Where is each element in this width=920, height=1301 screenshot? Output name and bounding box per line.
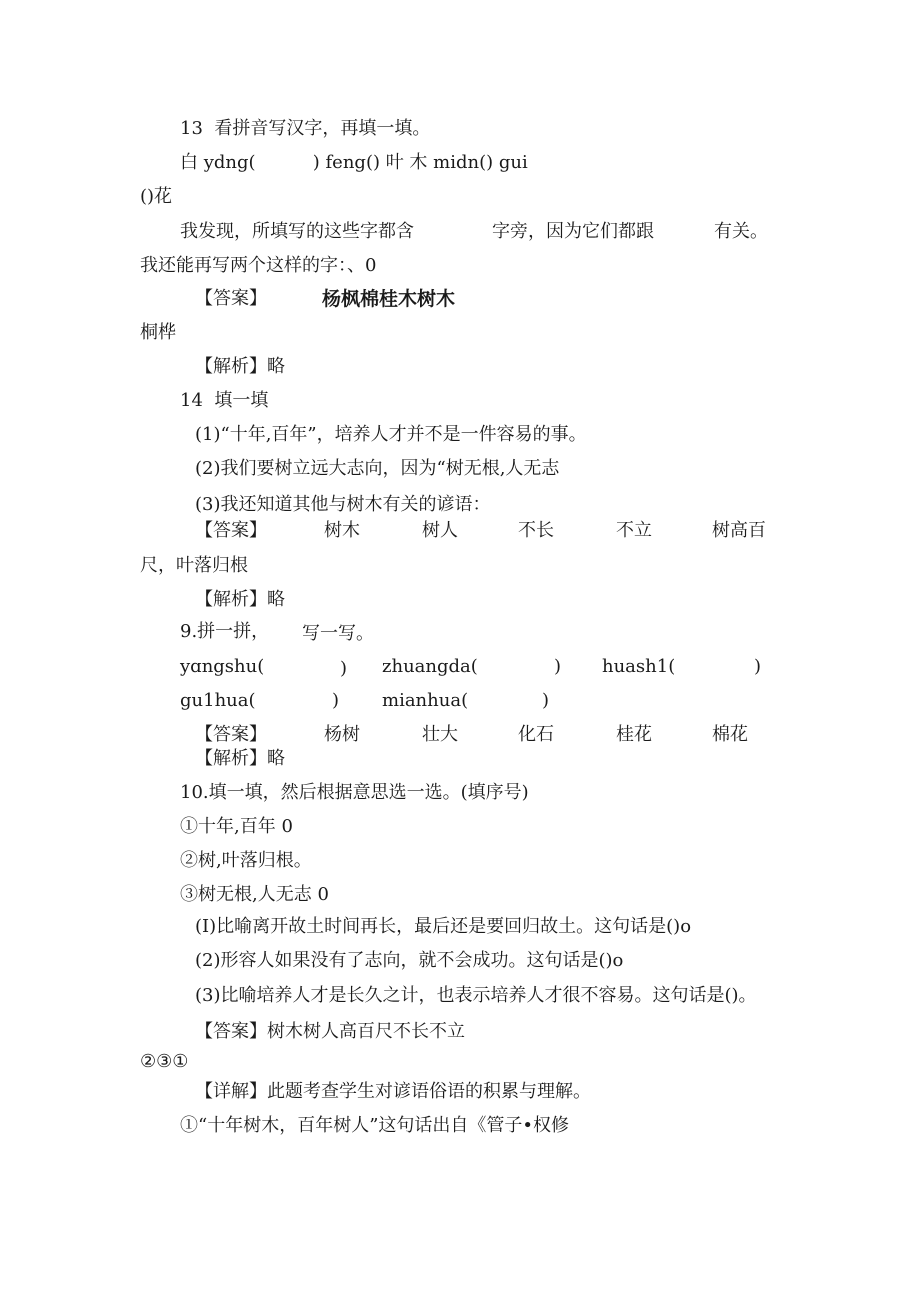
q9-answer-2: 壮大 (422, 724, 458, 745)
q14-item3: (3)我还知道其他与树木有关的谚语： (195, 494, 491, 515)
q9-answer-label: 【答案】 (195, 724, 267, 745)
q14-title: 14 填一填 (180, 390, 269, 411)
q13-answer-text: 杨枫棉桂木树木 (322, 288, 456, 310)
q9-answer-1: 杨树 (324, 724, 360, 745)
q9-answer-4: 桂花 (616, 724, 652, 745)
q13-discover-a: 我发现，所填写的这些字都含 (180, 221, 414, 242)
q13-pinyin-line2: ()花 (140, 186, 173, 207)
q14-answer-1: 树木 (324, 520, 360, 541)
q13-extra: 我还能再写两个这样的字：、0 (140, 255, 377, 276)
q13-discover-b: 字旁，因为它们都跟 (492, 221, 654, 242)
q9-title-b: 写一写。 (302, 623, 374, 644)
q9-pinyin-mianhua: mianhua( (382, 690, 469, 711)
q14-analysis: 【解析】略 (195, 589, 285, 610)
q10-sub-1: (I)比喻离开故土时间再长，最后还是要回归故土。这句话是()o (195, 916, 692, 937)
q13-answer-cont: 桐桦 (140, 322, 176, 343)
q14-answer-5: 树高百 (712, 520, 766, 541)
q10-answer: 【答案】树木树人高百尺不长不立 (195, 1021, 465, 1042)
q9-title: 9.拼一拼， (180, 621, 270, 642)
q10-option-1: ①十年,百年 0 (180, 816, 293, 837)
q9-pinyin-huashi: huash1( (602, 656, 676, 677)
q9-pinyin-zhuangda: zhuangda( (382, 656, 478, 677)
q9-answer-3: 化石 (518, 724, 554, 745)
q14-item2: (2)我们要树立远大志向，因为“树无根,人无志 (195, 458, 560, 479)
q14-answer-2: 树人 (422, 520, 458, 541)
q14-item1: (1)“十年,百年”，培养人才并不是一件容易的事。 (195, 424, 587, 445)
q13-title: 13 看拼音写汉字，再填一填。 (180, 118, 431, 139)
q9-analysis: 【解析】略 (195, 748, 285, 769)
q10-sub-3: (3)比喻培养人才是长久之计，也表示培养人才很不容易。这句话是()。 (195, 985, 757, 1006)
q10-sub-2: (2)形容人如果没有了志向，就不会成功。这句话是()o (195, 950, 624, 971)
q14-answer-label: 【答案】 (195, 520, 267, 541)
q13-answer-label: 【答案】 (195, 288, 267, 309)
q9-paren-close-2: ) (554, 656, 562, 677)
q10-detail: 【详解】此题考查学生对谚语俗语的积累与理解。 (195, 1081, 591, 1102)
q14-answer-cont: 尺，叶落归根 (140, 555, 248, 576)
q9-paren-close-4: ) (332, 690, 340, 711)
q10-option-2: ②树,叶落归根。 (180, 850, 312, 871)
q13-analysis: 【解析】略 (195, 356, 285, 377)
q14-answer-4: 不立 (616, 520, 652, 541)
q9-paren-close-1: ) (340, 658, 348, 679)
q10-title: 10.填一填，然后根据意思选一选。(填序号) (180, 782, 529, 803)
q13-pinyin-line: 白 ydng( ) feng() 叶 木 midn() gui (180, 152, 528, 173)
q9-pinyin-yangshu: yɑngshu( (180, 656, 265, 677)
q9-answer-5: 棉花 (712, 724, 748, 745)
q10-option-3: ③树无根,人无志 0 (180, 884, 329, 905)
q9-pinyin-guihua: gu1hua( (180, 690, 256, 711)
q10-answer-cont: ②③① (140, 1051, 189, 1072)
q10-detail-2: ①“十年树木，百年树人”这句话出自《管子•权修 (180, 1115, 570, 1136)
q14-answer-3: 不长 (518, 520, 554, 541)
q9-paren-close-3: ) (754, 656, 762, 677)
q9-paren-close-5: ) (542, 690, 550, 711)
q13-discover-c: 有关。 (714, 221, 768, 242)
